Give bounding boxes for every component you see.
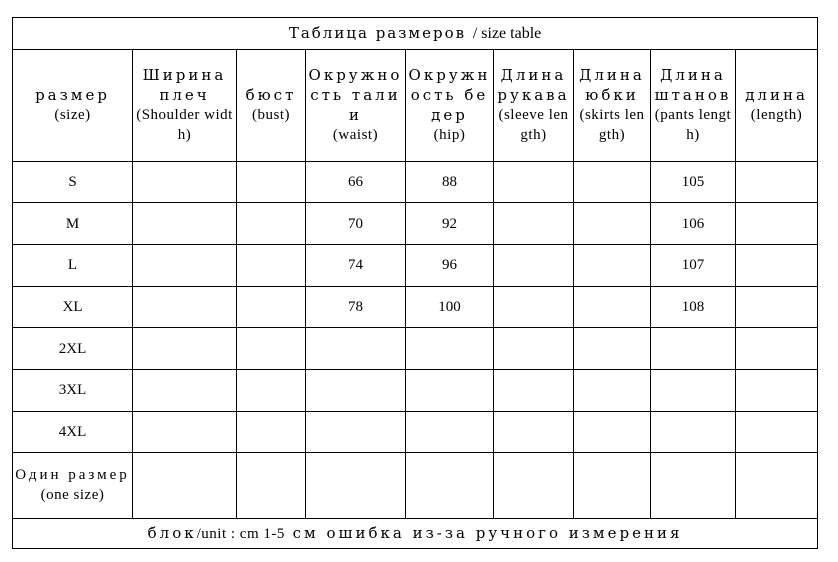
cell-shoulder (133, 203, 237, 245)
cell-size: XL (13, 286, 133, 328)
header-sleeve: Длина рукава (sleeve length) (494, 50, 574, 161)
header-size: размер (size) (13, 50, 133, 161)
cell-shoulder (133, 286, 237, 328)
cell-shoulder (133, 369, 237, 411)
cell-skirt (574, 161, 651, 203)
cell-length (736, 369, 818, 411)
header-pants: Длина штанов (pants length) (651, 50, 736, 161)
cell-waist: 70 (306, 203, 406, 245)
header-waist: Окружность талии (waist) (306, 50, 406, 161)
cell-bust (237, 328, 306, 370)
cell-size: 4XL (13, 411, 133, 453)
cell-bust (237, 203, 306, 245)
footer-ru-block: блок (147, 523, 197, 542)
header-bust: бюст (bust) (237, 50, 306, 161)
cell-pants: 105 (651, 161, 736, 203)
cell-bust (237, 453, 306, 519)
cell-pants (651, 369, 736, 411)
cell-hip: 96 (406, 244, 494, 286)
cell-hip: 100 (406, 286, 494, 328)
header-row (13, 50, 818, 161)
cell-skirt (574, 411, 651, 453)
cell-sleeve (494, 244, 574, 286)
cell-hip (406, 453, 494, 519)
cell-length (736, 328, 818, 370)
cell-hip: 92 (406, 203, 494, 245)
cell-one-size-label: Один размер (one size) (13, 453, 133, 519)
cell-sleeve (494, 369, 574, 411)
cell-waist (306, 411, 406, 453)
table-row (13, 161, 818, 203)
cell-length (736, 286, 818, 328)
cell-length (736, 453, 818, 519)
size-table (12, 17, 818, 549)
cell-skirt (574, 244, 651, 286)
table-title (13, 18, 818, 50)
table-row (13, 328, 818, 370)
title-en: / size table (472, 25, 542, 43)
cell-pants: 106 (651, 203, 736, 245)
cell-length (736, 161, 818, 203)
cell-bust (237, 411, 306, 453)
cell-skirt (574, 453, 651, 519)
cell-pants: 107 (651, 244, 736, 286)
cell-hip (406, 328, 494, 370)
table-row (13, 244, 818, 286)
cell-sleeve (494, 453, 574, 519)
cell-sleeve (494, 286, 574, 328)
cell-size: 3XL (13, 369, 133, 411)
cell-sleeve (494, 328, 574, 370)
cell-sleeve (494, 411, 574, 453)
header-shoulder: Ширина плеч (Shoulder width) (133, 50, 237, 161)
table-row (13, 411, 818, 453)
cell-pants (651, 328, 736, 370)
cell-waist (306, 328, 406, 370)
cell-waist: 66 (306, 161, 406, 203)
cell-size: L (13, 244, 133, 286)
cell-bust (237, 161, 306, 203)
footer-ru-note: см ошибка из-за ручного измерения (292, 523, 683, 542)
cell-hip (406, 411, 494, 453)
cell-sleeve (494, 203, 574, 245)
header-length: длина (length) (736, 50, 818, 161)
header-skirt: Длина юбки (skirts length) (574, 50, 651, 161)
cell-pants: 108 (651, 286, 736, 328)
footer-unit: /unit : cm 1-5 (196, 525, 285, 542)
cell-waist: 78 (306, 286, 406, 328)
table-row (13, 369, 818, 411)
cell-bust (237, 369, 306, 411)
cell-pants (651, 453, 736, 519)
cell-skirt (574, 203, 651, 245)
cell-length (736, 244, 818, 286)
table-footer (13, 518, 818, 548)
cell-shoulder (133, 328, 237, 370)
cell-length (736, 203, 818, 245)
cell-hip (406, 369, 494, 411)
cell-pants (651, 411, 736, 453)
cell-waist (306, 453, 406, 519)
cell-hip: 88 (406, 161, 494, 203)
cell-sleeve (494, 161, 574, 203)
cell-bust (237, 244, 306, 286)
cell-skirt (574, 369, 651, 411)
cell-shoulder (133, 453, 237, 519)
title-ru: Таблица размеров (288, 24, 467, 43)
cell-size: S (13, 161, 133, 203)
cell-skirt (574, 286, 651, 328)
table-row (13, 286, 818, 328)
cell-waist (306, 369, 406, 411)
header-hip: Окружность бедер (hip) (406, 50, 494, 161)
cell-shoulder (133, 411, 237, 453)
cell-shoulder (133, 244, 237, 286)
cell-waist: 74 (306, 244, 406, 286)
table-row-one-size (13, 453, 818, 519)
cell-size: 2XL (13, 328, 133, 370)
cell-bust (237, 286, 306, 328)
cell-length (736, 411, 818, 453)
table-row (13, 203, 818, 245)
cell-shoulder (133, 161, 237, 203)
cell-size: M (13, 203, 133, 245)
cell-skirt (574, 328, 651, 370)
